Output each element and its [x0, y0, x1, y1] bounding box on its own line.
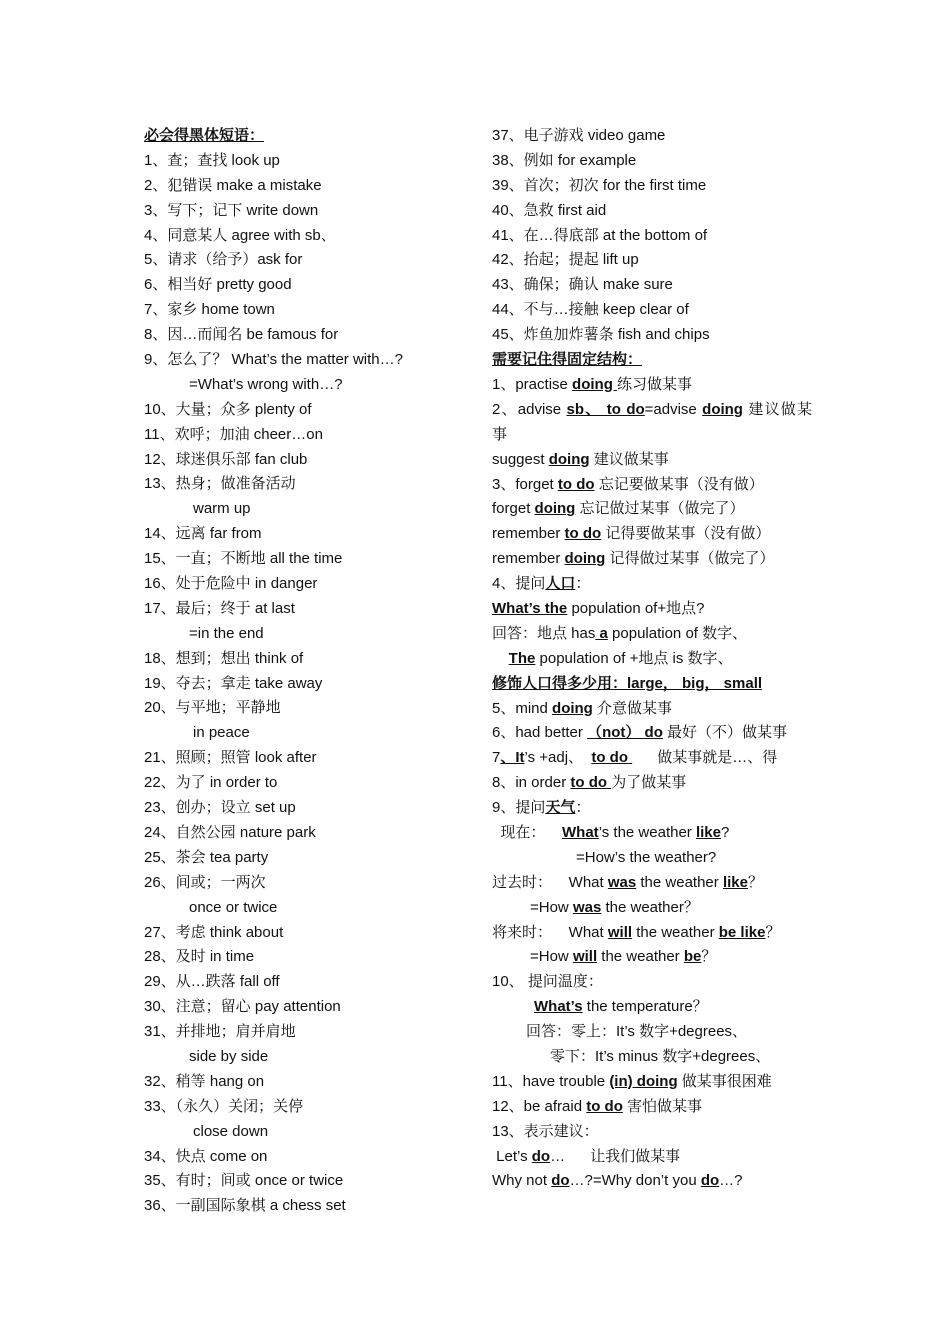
text-run: 练习做某事: [617, 375, 693, 393]
structure-line: [492, 746, 812, 771]
emphasis: doing: [548, 450, 590, 468]
text-run: [492, 650, 509, 667]
text-run: =How: [530, 898, 573, 916]
structure-line: 回答：零上：It’s 数字+degrees、: [526, 1023, 748, 1041]
structure-line: [492, 547, 812, 572]
phrase-line: 21、照顾；照管 look after: [144, 749, 317, 767]
phrase-line: 25、茶会 tea party: [144, 848, 269, 866]
phrase-line: 1、查；查找 look up: [144, 151, 280, 169]
text-run: 记得做过某事（做完了）: [605, 550, 775, 568]
phrase-line: 43、确保；确认 make sure: [492, 276, 673, 294]
phrase-line: 30、注意；留心 pay attention: [144, 998, 341, 1016]
emphasis: 、It: [500, 749, 525, 767]
text-run: forget: [492, 500, 535, 518]
emphasis: doing: [702, 400, 743, 418]
emphasis: to do: [570, 774, 612, 792]
structure-line: 零下：It’s minus 数字+degrees、: [550, 1048, 771, 1065]
emphasis: What: [562, 823, 599, 841]
emphasis: was: [572, 898, 602, 916]
phrase-line-continued: warm up: [193, 500, 251, 518]
text-run: 6、had better: [492, 724, 588, 742]
text-run: …?: [719, 1172, 743, 1190]
phrase-line: 42、抬起；提起 lift up: [492, 251, 639, 269]
structure-line: [492, 373, 812, 398]
emphasis: do: [531, 1147, 551, 1165]
phrase-line-continued: =What’s wrong with…?: [189, 375, 343, 393]
emphasis: sb、 to do: [566, 400, 645, 418]
emphasis: to do: [586, 1097, 623, 1115]
structure-line: [492, 821, 812, 846]
phrase-line: 33、（永久）关闭；关停: [144, 1097, 304, 1115]
phrase-line: 37、电子游戏 video game: [492, 127, 666, 144]
phrase-line: 7、家乡 home town: [144, 301, 275, 319]
text-run: remember: [492, 525, 565, 543]
emphasis: doing: [572, 375, 618, 393]
structure-line: [492, 572, 812, 597]
structure-line: [492, 522, 812, 547]
phrase-line: 40、急救 first aid: [492, 201, 607, 219]
text-run: 做某事很困难: [677, 1072, 772, 1090]
text-run: Why not: [492, 1172, 552, 1190]
phrase-line: 6、相当好 pretty good: [144, 276, 292, 294]
phrase-line: 41、在…得底部 at the bottom of: [492, 226, 708, 244]
emphasis: be: [683, 948, 702, 966]
structure-line: [492, 1095, 812, 1120]
structure-line: 10、 提问温度：: [492, 973, 603, 991]
text-run: 害怕做某事: [622, 1097, 703, 1115]
text-run: 忘记要做某事（没有做）: [594, 475, 764, 493]
text-run: 回答：地点 has: [492, 624, 596, 642]
emphasis: will: [572, 948, 598, 966]
text-run: the weather: [597, 948, 684, 966]
text-run: ?: [721, 823, 730, 841]
structure-line: [492, 448, 812, 473]
text-run: population of+地点?: [567, 599, 705, 617]
phrase-line: 9、怎么了？ What’s the matter with…?: [144, 351, 403, 369]
structure-line: [492, 497, 812, 522]
emphasis: to do: [564, 525, 602, 543]
text-run: Let’s: [492, 1147, 532, 1165]
left-column: [144, 124, 464, 1219]
emphasis: like: [722, 873, 748, 891]
phrase-line: 24、自然公园 nature park: [144, 823, 316, 841]
text-run: 11、have trouble: [492, 1072, 610, 1090]
structure-line: [492, 771, 812, 796]
text-run: population of +地点 is 数字、: [535, 649, 733, 667]
phrase-line-continued: in peace: [193, 724, 250, 742]
structure-line: [492, 995, 812, 1020]
text-run: population of 数字、: [607, 624, 748, 642]
section-heading-structures: 需要记住得固定结构：: [492, 351, 643, 369]
structure-line: [492, 473, 812, 498]
text-run: 7: [492, 749, 501, 767]
emphasis: What’s: [534, 998, 583, 1016]
phrase-line-continued: side by side: [189, 1047, 269, 1065]
text-run: =How: [530, 948, 573, 966]
structure-line: [492, 398, 812, 448]
phrase-line: 10、大量；众多 plenty of: [144, 400, 312, 418]
emphasis: do: [700, 1172, 720, 1190]
emphasis: 天气: [545, 799, 576, 817]
structure-line: 13、表示建议：: [492, 1122, 599, 1140]
emphasis: a: [595, 624, 608, 642]
text-run: 做某事就是…、得: [632, 749, 778, 767]
phrase-line-continued: once or twice: [189, 898, 278, 916]
phrase-line: 36、一副国际象棋 a chess set: [144, 1197, 346, 1215]
text-run: 12、be afraid: [492, 1097, 587, 1115]
text-run: the weather？: [601, 898, 699, 916]
text-run: 9、提问: [492, 799, 546, 817]
text-run: ？: [747, 873, 763, 891]
emphasis: do: [551, 1172, 570, 1190]
text-run: …?=Why don’t you: [569, 1172, 701, 1190]
text-run: the weather: [636, 873, 723, 891]
text-run: ’s the weather: [598, 823, 696, 841]
phrase-line: 13、热身；做准备活动: [144, 475, 296, 493]
structure-line: [492, 1169, 812, 1194]
text-run: … 让我们做某事: [550, 1147, 681, 1165]
text-run: 2、advise: [492, 400, 567, 418]
phrase-line: 20、与平地；平静地: [144, 699, 281, 717]
phrase-line: 14、远离 far from: [144, 525, 262, 543]
section-heading-phrases: 必会得黑体短语：: [144, 127, 265, 144]
text-run: the weather: [632, 923, 719, 941]
phrase-line-continued: close down: [193, 1122, 269, 1140]
right-column: [492, 124, 812, 1194]
emphasis: doing: [534, 500, 576, 518]
structure-line: [492, 647, 812, 672]
structure-line: [492, 597, 812, 622]
structure-line: [492, 871, 812, 896]
text-run: 1、practise: [492, 375, 573, 393]
text-run: 将来时： What: [492, 923, 608, 941]
text-run: the temperature？: [582, 998, 708, 1016]
structure-line: =How’s the weather?: [576, 848, 717, 866]
emphasis: to do: [557, 475, 595, 493]
text-run: 忘记做过某事（做完了）: [575, 500, 745, 518]
structure-line-bold: 修饰人口得多少用：large， big， small: [492, 674, 763, 692]
text-run: 过去时： What: [492, 873, 608, 891]
structure-line: [492, 1070, 812, 1095]
phrase-line: 44、不与…接触 keep clear of: [492, 301, 689, 319]
phrase-line: 26、间或；一两次: [144, 873, 266, 891]
phrase-line: 17、最后；终于 at last: [144, 599, 295, 617]
phrase-line: 32、稍等 hang on: [144, 1072, 265, 1090]
phrase-line: 11、欢呼；加油 cheer…on: [144, 425, 323, 443]
text-run: 4、提问: [492, 575, 546, 593]
phrase-line: 2、犯错误 make a mistake: [144, 176, 322, 194]
emphasis: 人口: [545, 575, 576, 593]
text-run: 现在：: [492, 823, 563, 841]
text-run: 为了做某事: [611, 774, 687, 792]
text-run: 建议做某事: [589, 450, 669, 468]
emphasis: （not） do: [587, 724, 663, 742]
phrase-line: 34、快点 come on: [144, 1147, 268, 1165]
phrase-line: 29、从…跌落 fall off: [144, 973, 280, 991]
structure-line: [492, 796, 812, 821]
phrase-line: 27、考虑 think about: [144, 923, 284, 941]
phrase-line: 3、写下；记下 write down: [144, 201, 319, 219]
phrase-line: 12、球迷俱乐部 fan club: [144, 450, 308, 468]
phrase-line: 8、因…而闻名 be famous for: [144, 326, 339, 344]
structure-line: [492, 921, 812, 946]
text-run: ：: [575, 575, 591, 593]
phrase-line: 28、及时 in time: [144, 948, 255, 966]
emphasis: be like: [718, 923, 766, 941]
emphasis: like: [695, 823, 721, 841]
text-run: ’s +adj、: [524, 749, 592, 767]
emphasis: What’s the: [492, 599, 568, 617]
phrase-line: 22、为了 in order to: [144, 774, 278, 792]
phrase-line: 23、创办；设立 set up: [144, 799, 296, 817]
structure-line: [492, 896, 812, 921]
phrase-line: 35、有时；间或 once or twice: [144, 1172, 344, 1190]
text-run: 最好（不）做某事: [662, 724, 788, 742]
phrase-line: 19、夺去；拿走 take away: [144, 674, 323, 692]
phrase-line: 15、一直；不断地 all the time: [144, 550, 343, 568]
phrase-line-continued: =in the end: [189, 624, 264, 642]
emphasis: to do: [591, 749, 633, 767]
phrase-line: 38、例如 for example: [492, 151, 637, 169]
text-run: 建议做某事: [492, 400, 812, 443]
emphasis: doing: [564, 550, 606, 568]
structure-line: [492, 721, 812, 746]
structure-line: [492, 945, 812, 970]
text-run: 8、in order: [492, 774, 571, 792]
emphasis: was: [607, 873, 637, 891]
phrase-line: 4、同意某人 agree with sb、: [144, 226, 336, 244]
text-run: 记得要做某事（没有做）: [601, 525, 771, 543]
phrase-line: 45、炸鱼加炸薯条 fish and chips: [492, 326, 710, 344]
phrase-line: 31、并排地；肩并肩地: [144, 1023, 296, 1041]
structure-line: [492, 1145, 812, 1170]
structure-line: [492, 697, 812, 722]
text-run: ？: [765, 923, 781, 941]
phrase-line: 16、处于危险中 in danger: [144, 575, 318, 593]
structure-line: [492, 622, 812, 647]
text-run: 介意做某事: [592, 699, 673, 717]
phrase-line: 5、请求（给予）ask for: [144, 251, 303, 269]
text-run: 5、mind: [492, 699, 553, 717]
text-run: =advise: [644, 400, 703, 418]
text-run: suggest: [492, 450, 549, 468]
text-run: 3、forget: [492, 475, 558, 493]
phrase-line: 39、首次；初次 for the first time: [492, 176, 707, 194]
text-run: ：: [575, 799, 591, 817]
emphasis: doing: [552, 699, 593, 717]
emphasis: (in) doing: [609, 1072, 678, 1090]
text-run: remember: [492, 550, 565, 568]
phrase-line: 18、想到；想出 think of: [144, 649, 304, 667]
emphasis: The: [508, 649, 536, 667]
text-run: ？: [701, 948, 717, 966]
emphasis: will: [607, 923, 633, 941]
